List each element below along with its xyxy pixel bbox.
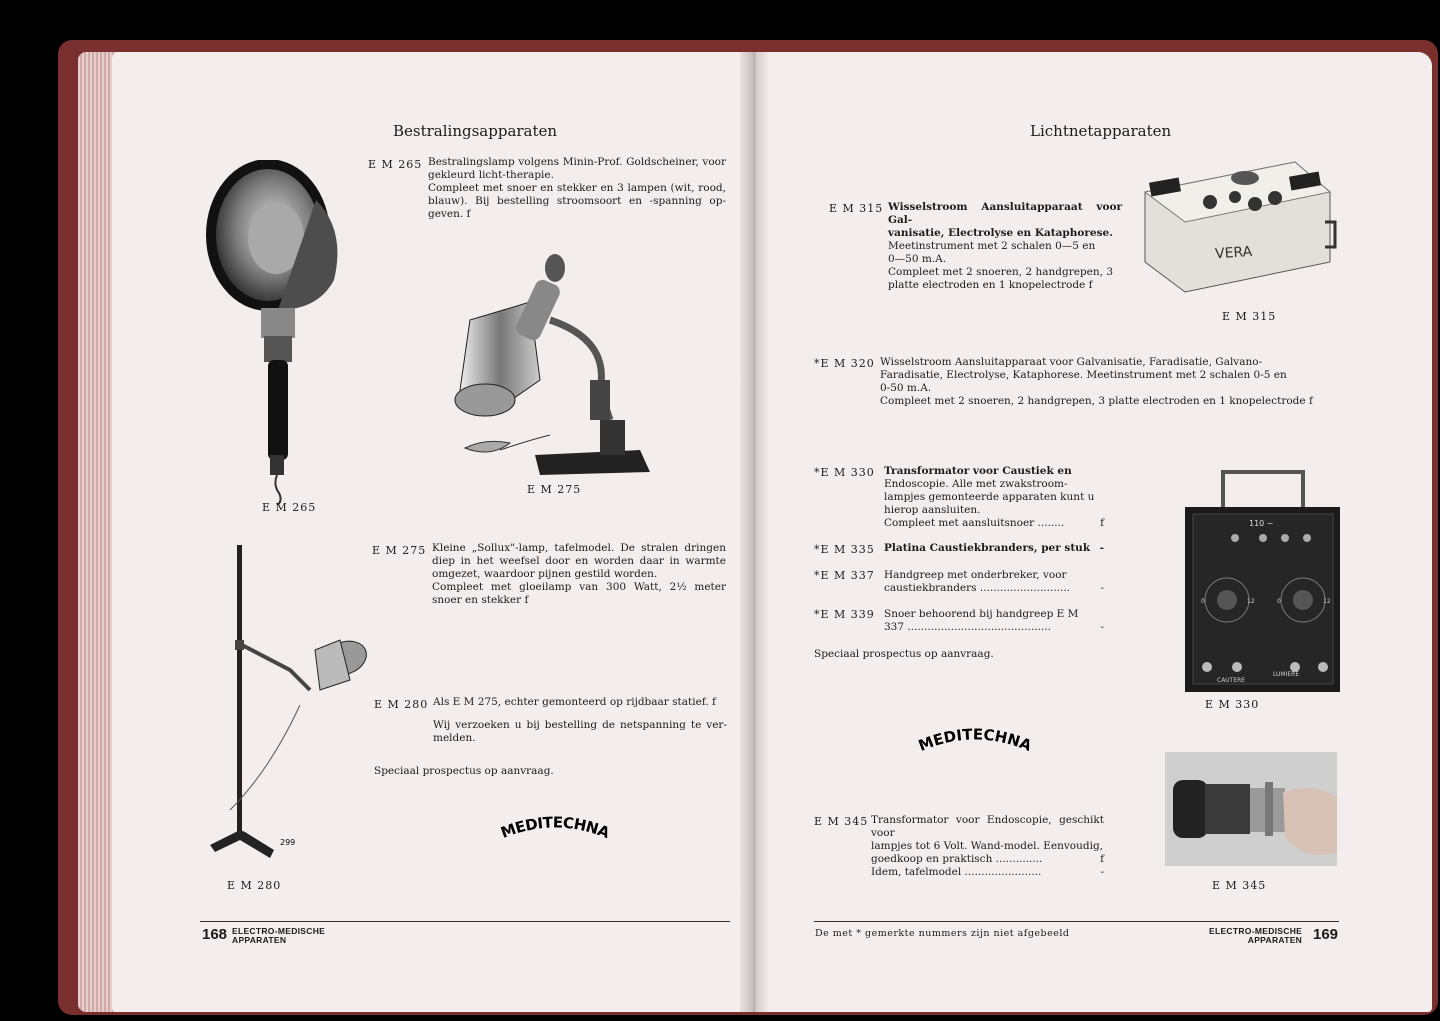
- entry-text-em-345: [871, 814, 1104, 879]
- caption-em-275: E M 275: [527, 483, 582, 496]
- em345-line2: lampjes tot 6 Volt. Wand-model. Eenvoudig,: [871, 840, 1104, 852]
- dial-left-zero: 0: [1201, 598, 1205, 605]
- em330-price-row: [884, 517, 1104, 530]
- svg-text:MEDITECHNA: [916, 725, 1035, 755]
- entry-code-em-315: E M 315: [829, 202, 884, 215]
- vera-device-illustration: [1135, 152, 1340, 302]
- em315-line5: Compleet met 2 snoeren, 2 handgrepen, 3: [888, 266, 1114, 278]
- em330-line4: hierop aansluiten.: [884, 504, 981, 516]
- em337-price-row: [884, 582, 1104, 595]
- caption-em-280: E M 280: [227, 879, 282, 892]
- entry-code-em-345: E M 345: [814, 815, 869, 828]
- em335-price: -: [1099, 542, 1104, 554]
- em337-price: -: [1100, 582, 1104, 594]
- entry-code-em-320: *E M 320: [814, 357, 875, 370]
- entry-code-em-275: E M 275: [372, 544, 427, 557]
- entry-text-em-275: [432, 542, 726, 607]
- em345-line4: Idem, tafelmodel .......................: [871, 866, 1042, 878]
- entry-detail-em-275: Compleet met gloeilamp van 300 Watt, 2½ meter snoer en stekker f: [432, 581, 726, 606]
- entry-desc-em-280: Als E M 275, echter gemonteerd op rijdbaar statief. f: [433, 696, 716, 708]
- em330-line3: lampjes gemonteerde apparaten kunt u: [884, 491, 1095, 503]
- left-footer-rule: [200, 921, 730, 922]
- dial-right-zero: 0: [1277, 598, 1281, 605]
- footnote: De met * gemerkte nummers zijn niet afgebeeld: [815, 928, 1070, 939]
- caption-em-345: E M 345: [1212, 879, 1267, 892]
- entry-detail-em-265: Compleet met snoer en stekker en 3 lampen (wit, rood, blauw). Bij bestelling stroomsoort en -spanning op-geven. f: [428, 182, 726, 220]
- endoscopie-transformator-photo: [1165, 752, 1337, 866]
- dial-left-max: 12: [1247, 598, 1255, 605]
- em320-line2: Faradisatie, Electrolyse, Kataphorese. Meetinstrument met 2 schalen 0-5 en: [880, 369, 1287, 381]
- em330-line1: Transformator voor Caustiek en: [884, 465, 1072, 477]
- em315-line1: Wisselstroom Aansluitapparaat voor Gal-: [888, 201, 1122, 226]
- em315-line2: vanisatie, Electrolyse en Kataphorese.: [888, 227, 1113, 239]
- em315-line3: Meetinstrument met 2 schalen 0—5 en: [888, 240, 1096, 252]
- right-page-number: 169: [1313, 926, 1339, 943]
- em330-line5: Compleet met aansluitsnoer ........: [884, 517, 1065, 529]
- entry-desc-em-265: Bestralingslamp volgens Minin-Prof. Goldscheiner, voor gekleurd licht-therapie.: [428, 156, 726, 181]
- left-running-head-line2: APPARATEN: [232, 935, 287, 945]
- box-left-label: CAUTERE: [1217, 677, 1246, 684]
- right-prospectus-note: Speciaal prospectus op aanvraag.: [814, 648, 994, 660]
- em339-price: -: [1100, 621, 1104, 633]
- em345-line3: goedkoop en praktisch ..............: [871, 853, 1043, 865]
- caption-em-265: E M 265: [262, 501, 317, 514]
- entry-detail-em-280: Wij verzoeken u bij bestelling de netspanning te ver-melden.: [433, 719, 727, 744]
- em339-price-row: [884, 621, 1104, 634]
- left-running-head: [232, 927, 325, 945]
- em337-line1: Handgreep met onderbreker, voor: [884, 569, 1067, 581]
- left-prospectus-note: Speciaal prospectus op aanvraag.: [374, 765, 554, 777]
- svg-text:MEDITECHNA: [498, 813, 612, 842]
- entry-text-em-335: [884, 542, 1104, 555]
- right-page-heading: Lichtnetapparaten: [1030, 122, 1172, 140]
- stand-number: 299: [280, 838, 296, 847]
- right-footer-rule: [814, 921, 1339, 922]
- entry-code-em-335: *E M 335: [814, 543, 875, 556]
- em320-line1: Wisselstroom Aansluitapparaat voor Galvanisatie, Faradisatie, Galvano-: [880, 356, 1263, 368]
- sollux-lamp-illustration: [440, 250, 655, 480]
- entry-text-em-280: [433, 696, 727, 745]
- logo-text-left: MEDITECHNA: [498, 813, 612, 842]
- entry-code-em-330: *E M 330: [814, 466, 875, 479]
- em335-text: Platina Caustiekbranders, per stuk: [884, 542, 1091, 554]
- meditechna-logo-left: [490, 808, 620, 848]
- em320-line3: 0-50 m.A.: [880, 382, 932, 394]
- left-page-number: 168: [202, 926, 228, 943]
- entry-text-em-315: [888, 201, 1122, 292]
- box-right-label: LUMIERE: [1273, 671, 1300, 678]
- entry-text-em-265: [428, 156, 726, 221]
- entry-code-em-339: *E M 339: [814, 608, 875, 621]
- left-page-heading: Bestralingsapparaten: [393, 122, 558, 140]
- logo-text-right: MEDITECHNA: [915, 725, 1035, 755]
- dial-right-max: 12: [1323, 598, 1331, 605]
- caption-em-330: E M 330: [1205, 698, 1260, 711]
- em345-line1: Transformator voor Endoscopie, geschikt voor: [871, 814, 1104, 839]
- em315-line4: 0—50 m.A.: [888, 253, 947, 265]
- bestralingslamp-illustration: [198, 160, 348, 505]
- entry-desc-em-275: Kleine „Sollux"-lamp, tafelmodel. De stralen dringen diep in het weefsel door en worden daar in warmte omgezet, waardoor pijnen gestild worden.: [432, 542, 726, 580]
- em339-line2: 337 ...........................................: [884, 621, 1051, 633]
- right-running-head-line1: ELECTRO-MEDISCHE: [1209, 926, 1303, 936]
- entry-code-em-280: E M 280: [374, 698, 429, 711]
- book-gutter: [740, 52, 768, 1012]
- entry-text-em-320: [880, 356, 1338, 408]
- em337-line2: caustiekbranders ...........................: [884, 582, 1071, 594]
- em345-price-row2: [871, 866, 1104, 879]
- em330-price: f: [1100, 517, 1104, 529]
- box-top-label: 110 ~: [1249, 519, 1274, 528]
- entry-text-em-330: [884, 465, 1104, 530]
- em339-line1: Snoer behoorend bij handgreep E M: [884, 608, 1079, 620]
- transformator-box-illustration: [1185, 462, 1340, 692]
- entry-text-em-337: [884, 569, 1104, 595]
- entry-code-em-265: E M 265: [368, 158, 423, 171]
- right-running-head-line2: APPARATEN: [1247, 935, 1303, 945]
- meditechna-logo-right: [910, 720, 1040, 760]
- em330-line2: Endoscopie. Alle met zwakstroom-: [884, 478, 1068, 490]
- em345-price2: -: [1100, 866, 1104, 878]
- right-running-head: [1209, 927, 1302, 945]
- em345-price-row1: [871, 853, 1104, 866]
- vera-label: VERA: [1214, 243, 1253, 263]
- em315-line6: platte electroden en 1 knopelectrode f: [888, 279, 1093, 291]
- entry-code-em-337: *E M 337: [814, 569, 875, 582]
- entry-text-em-339: [884, 608, 1104, 634]
- em345-price1: f: [1100, 853, 1104, 865]
- caption-em-315: E M 315: [1222, 310, 1277, 323]
- left-running-head-line1: ELECTRO-MEDISCHE: [232, 926, 326, 936]
- lamp-stand-illustration: [200, 540, 375, 875]
- em320-line4: Compleet met 2 snoeren, 2 handgrepen, 3 platte electroden en 1 knopelectrode f: [880, 395, 1313, 407]
